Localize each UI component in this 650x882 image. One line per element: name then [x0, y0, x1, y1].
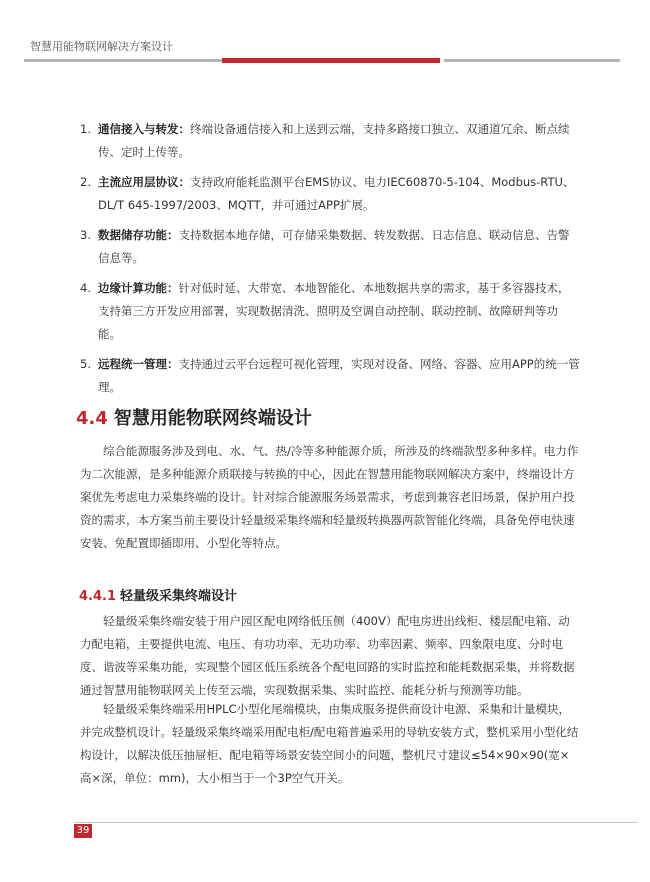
list-number: 5.: [80, 357, 91, 371]
subsection-heading: [79, 585, 237, 604]
list-term: 主流应用层协议：: [98, 175, 190, 189]
list-text: 支持通过云平台远程可视化管理，实现对设备、网络、容器、应用APP的统一管理。: [98, 357, 580, 394]
list-number: 3.: [80, 228, 91, 242]
feature-list: [70, 118, 580, 406]
page-number: 39: [74, 824, 92, 838]
list-term: 数据储存功能：: [98, 228, 179, 242]
list-item: [70, 224, 580, 270]
list-term: 边缘计算功能：: [98, 281, 179, 295]
subsection-paragraph-2: 轻量级采集终端采用HPLC小型化尾端模块，由集成服务提供商设计电源、采集和计量模块，并完成整机设计。轻量级采集终端采用配电柜/配电箱普遍采用的导轨安装方式，整机采用小型化结构设计，以解决低压抽屉柜、配电箱等场景安装空间小的问题，整机尺寸建议≤54×90×90(宽×高×深，单位：mm)，大小相当于一个3P空气开关。: [80, 702, 579, 785]
list-item: [70, 171, 580, 217]
list-text: 支持数据本地存储，可存储采集数据、转发数据、日志信息、联动信息、告警信息等。: [98, 228, 570, 265]
header-title: 智慧用能物联网解决方案设计: [30, 40, 173, 53]
list-text: 支持政府能耗监测平台EMS协议、电力IEC60870-5-104、Modbus-RTU、DL/T 645-1997/2003、MQTT，并可通过APP扩展。: [98, 175, 575, 212]
subsection-title: 轻量级采集终端设计: [120, 589, 238, 604]
list-text: 终端设备通信接入和上送到云端，支持多路接口独立、双通道冗余、断点续传、定时上传等。: [98, 122, 570, 159]
list-term: 通信接入与转发：: [98, 122, 190, 136]
section-title: 智慧用能物联网终端设计: [113, 408, 312, 429]
header-rule-accent: [222, 58, 440, 63]
header-rule-left: [24, 59, 224, 62]
list-number: 2.: [80, 175, 91, 189]
section-heading: [76, 404, 312, 430]
list-text: 针对低时延、大带宽、本地智能化、本地数据共享的需求，基于多容器技术，支持第三方开发应用部署，实现数据清洗、照明及空调自动控制、联动控制、故障研判等功能。: [98, 281, 570, 341]
list-item: [70, 277, 580, 346]
list-item: [70, 353, 580, 399]
subsection-paragraph-1: 轻量级采集终端安装于用户园区配电网络低压侧（400V）配电房进出线柜、楼层配电箱、动力配电箱，主要提供电流、电压、有功功率、无功功率、功率因素、频率、四象限电度、分时电度、谐波等采集功能，实现整个园区低压系统各个配电回路的实时监控和能耗数据采集，并将数据通过智慧用能物联网关上传至云端，实现数据采集、实时监控、能耗分析与预测等功能。: [80, 614, 575, 697]
list-number: 4.: [80, 281, 91, 295]
footer-rule: [74, 822, 638, 823]
header-rule: [24, 58, 620, 64]
section-intro-paragraph: 综合能源服务涉及到电、水、气、热/冷等多种能源介质，所涉及的终端款型多种多样。电力作为二次能源，是多种能源介质联接与转换的中心，因此在智慧用能物联网解决方案中，终端设计方案优先考虑电力采集终端的设计。针对综合能源服务场景需求，考虑到兼容老旧场景，保护用户投资的需求，本方案当前主要设计轻量级采集终端和轻量级转换器两款智能化终端，具备免停电快速安装、免配置即插即用、小型化等特点。: [80, 444, 579, 550]
list-number: 1.: [80, 122, 91, 136]
subsection-number: 4.4.1: [79, 589, 117, 604]
header-rule-right: [444, 59, 620, 62]
list-term: 远程统一管理：: [98, 357, 179, 371]
section-number: 4.4: [76, 408, 108, 429]
list-item: [70, 118, 580, 164]
